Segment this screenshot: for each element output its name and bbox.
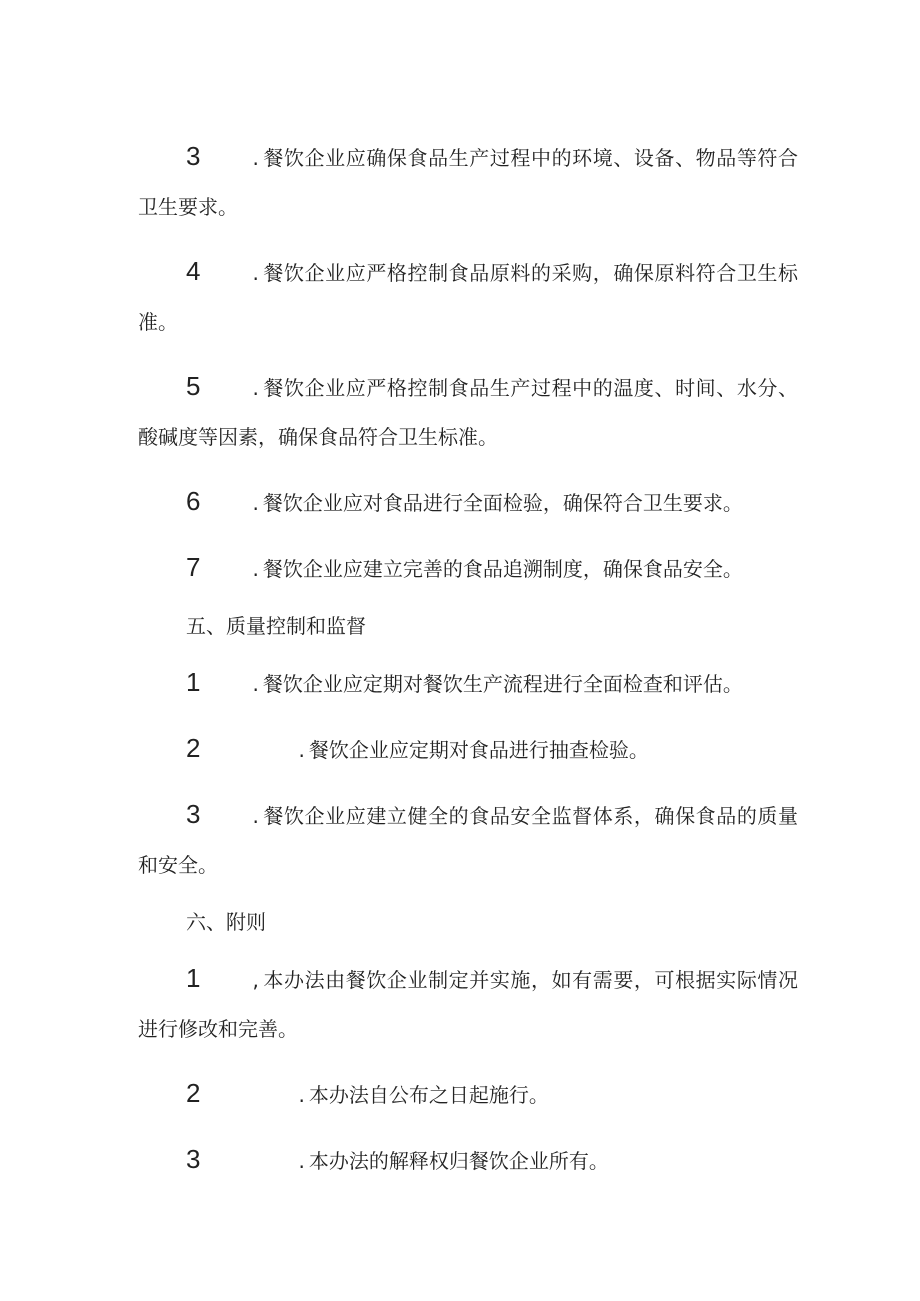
item-text: 餐饮企业应对食品进行全面检验，确保符合卫生要求。 <box>262 491 743 515</box>
document-body <box>138 132 798 1201</box>
item-text: 本办法由餐饮企业制定并实施，如有需要，可根据实际情况进行修改和完善。 <box>138 968 798 1041</box>
item-separator: . <box>298 1083 305 1107</box>
item-number: 3 <box>186 141 201 171</box>
item-text: 餐饮企业应建立完善的食品追溯制度，确保食品安全。 <box>262 557 743 581</box>
item-number: 6 <box>186 486 201 516</box>
item-text: 餐饮企业应严格控制食品原料的采购，确保原料符合卫生标准。 <box>138 261 798 334</box>
item-text: 本办法的解释权归餐饮企业所有。 <box>308 1149 609 1173</box>
item-separator: . <box>252 146 259 170</box>
section-heading: 六、附则 <box>186 910 266 934</box>
item-number: 5 <box>186 371 201 401</box>
list-item <box>138 132 798 232</box>
list-item <box>138 247 798 347</box>
item-number: 3 <box>186 799 201 829</box>
item-number: 2 <box>186 733 201 763</box>
item-number: 3 <box>186 1144 201 1174</box>
item-number: 4 <box>186 256 201 286</box>
item-separator: . <box>252 804 259 828</box>
section-heading: 五、质量控制和监督 <box>186 614 366 638</box>
item-separator: . <box>298 738 305 762</box>
list-item <box>138 362 798 462</box>
item-text: 餐饮企业应定期对食品进行抽查检验。 <box>308 738 649 762</box>
list-item <box>138 790 798 890</box>
item-separator: , <box>252 968 259 992</box>
list-item <box>138 1069 798 1120</box>
item-separator: . <box>298 1149 305 1173</box>
list-item <box>138 543 798 594</box>
list-item <box>138 477 798 528</box>
item-number: 1 <box>186 667 201 697</box>
item-separator: . <box>252 376 259 400</box>
list-item <box>138 724 798 775</box>
item-text: 本办法自公布之日起施行。 <box>308 1083 549 1107</box>
item-separator: . <box>252 491 259 515</box>
item-text: 餐饮企业应严格控制食品生产过程中的温度、时间、水分、酸碱度等因素，确保食品符合卫生标准。 <box>138 376 798 449</box>
list-item <box>138 658 798 709</box>
item-separator: . <box>252 672 259 696</box>
item-text: 餐饮企业应建立健全的食品安全监督体系，确保食品的质量和安全。 <box>138 804 798 877</box>
item-text: 餐饮企业应确保食品生产过程中的环境、设备、物品等符合卫生要求。 <box>138 146 798 219</box>
item-separator: . <box>252 557 259 581</box>
item-separator: . <box>252 261 259 285</box>
item-number: 1 <box>186 963 201 993</box>
item-number: 7 <box>186 552 201 582</box>
list-item <box>138 954 798 1054</box>
list-item <box>138 1135 798 1186</box>
item-number: 2 <box>186 1078 201 1108</box>
item-text: 餐饮企业应定期对餐饮生产流程进行全面检查和评估。 <box>262 672 743 696</box>
